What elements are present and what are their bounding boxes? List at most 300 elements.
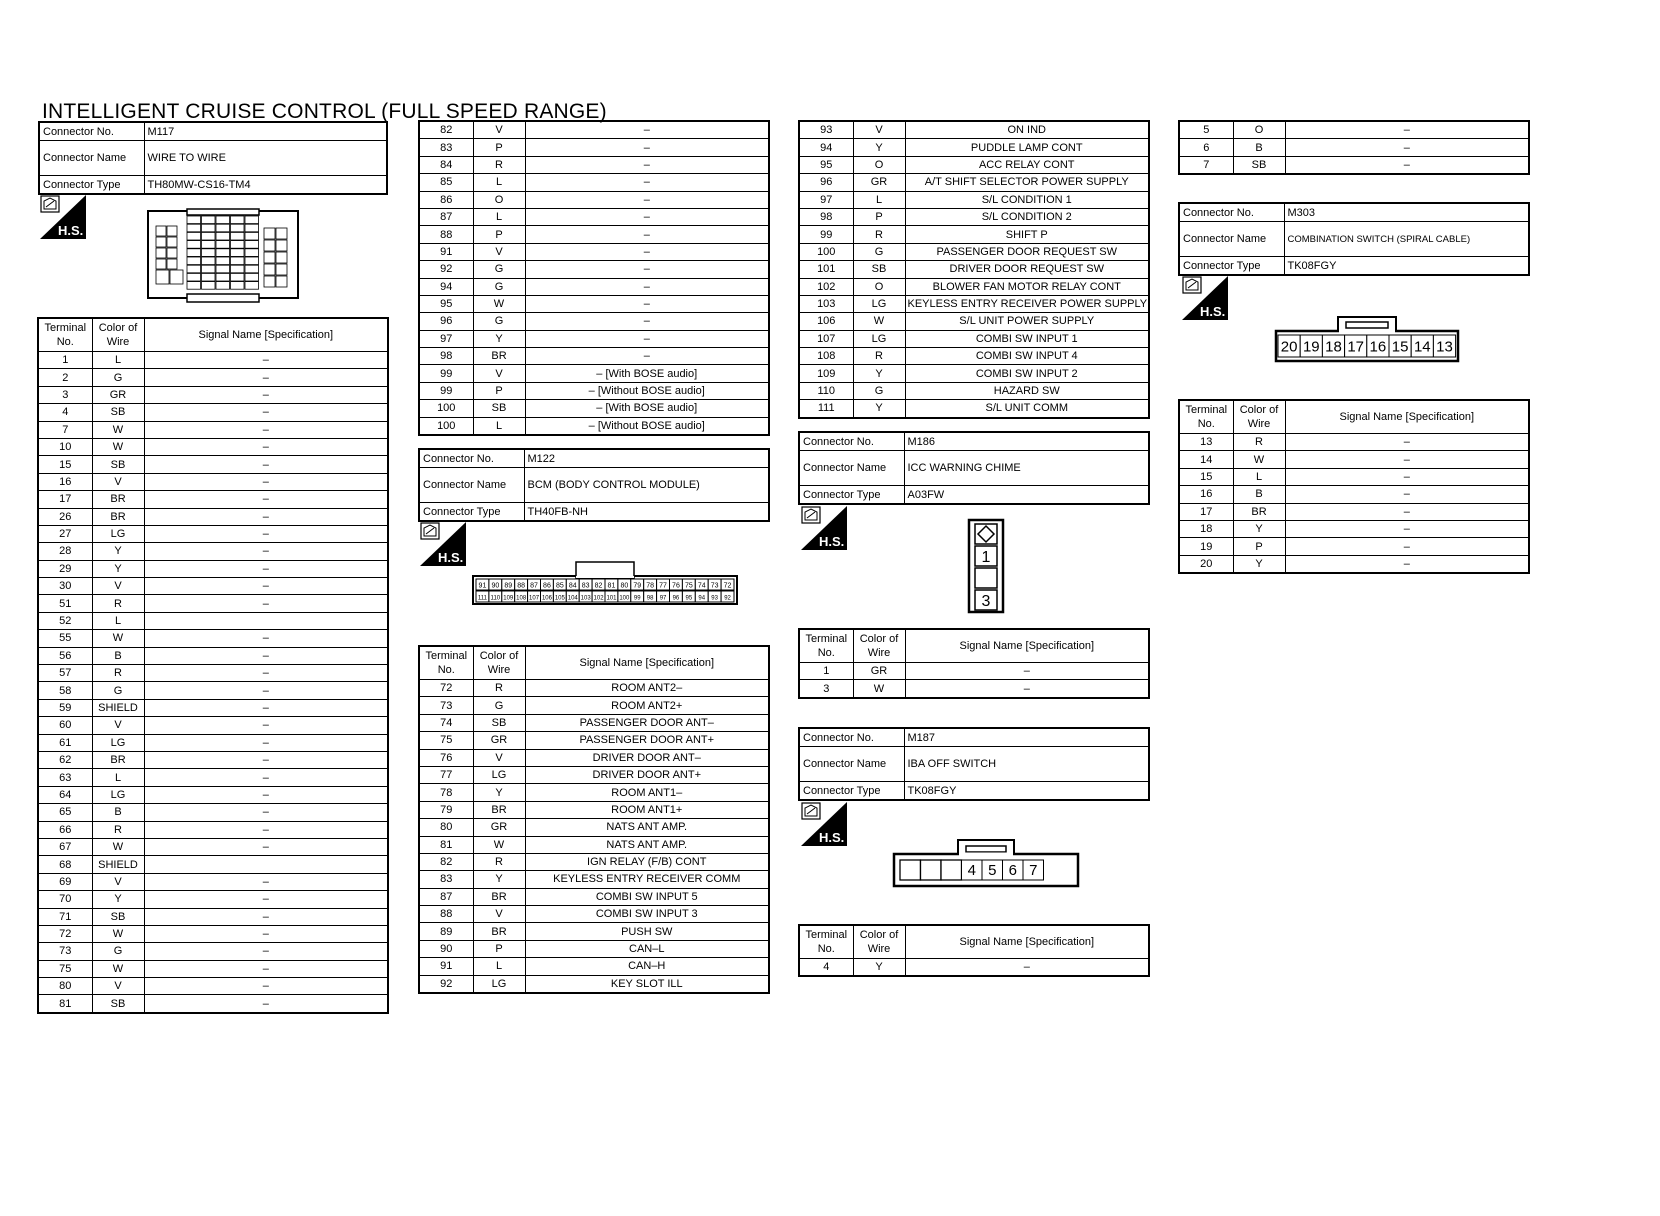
wire-color-cell: W [853, 680, 905, 698]
signal-name-cell: – [144, 804, 388, 821]
table-row [799, 156, 1149, 173]
terminal-table-m122-continued [798, 120, 1150, 419]
table-row [799, 348, 1149, 365]
table-row [38, 386, 388, 403]
wire-color-cell: O [473, 191, 525, 208]
signal-name-cell: S/L CONDITION 1 [905, 191, 1149, 208]
terminal-no-cell: 64 [38, 786, 92, 803]
pin-label: 76 [672, 582, 680, 590]
pin-label: 73 [710, 582, 719, 590]
table-row [419, 278, 769, 295]
connector-face-m186 [967, 518, 1005, 614]
table-row [799, 400, 1149, 418]
table-row [799, 191, 1149, 208]
harness-side-icon [799, 504, 847, 552]
wire-color-cell: GR [92, 386, 144, 403]
table-row [419, 819, 769, 836]
table-row [38, 925, 388, 942]
wire-color-cell: R [853, 348, 905, 365]
pin-label: 90 [491, 582, 500, 590]
signal-name-cell: – [525, 348, 769, 365]
table-row [38, 508, 388, 525]
connector-name-value: IBA OFF SWITCH [904, 747, 1149, 782]
pin-label: 3 [981, 593, 991, 610]
terminal-no-cell: 110 [799, 382, 853, 399]
wire-color-cell: O [853, 278, 905, 295]
pin-label: 16 [1369, 338, 1387, 356]
pin-label: 88 [517, 582, 526, 590]
wire-color-cell: Y [1233, 555, 1285, 573]
signal-name-cell: – [144, 665, 388, 682]
signal-name-cell: DRIVER DOOR ANT– [525, 749, 769, 766]
terminal-no-cell: 15 [38, 456, 92, 473]
table-row [38, 421, 388, 438]
wire-color-cell: G [92, 943, 144, 960]
signal-name-cell: NATS ANT AMP. [525, 836, 769, 853]
terminal-no-cell: 97 [799, 191, 853, 208]
terminal-no-cell: 73 [38, 943, 92, 960]
wire-color-cell: G [473, 278, 525, 295]
wire-color-cell: B [92, 804, 144, 821]
signal-name-cell: – [144, 386, 388, 403]
pin-cell [231, 273, 245, 281]
hs-label: H.S. [438, 550, 464, 565]
terminal-no-cell: 17 [38, 491, 92, 508]
wire-color-cell: V [92, 578, 144, 595]
pin-cell [276, 240, 287, 251]
signal-name-cell: – [1285, 139, 1529, 156]
table-row [799, 278, 1149, 295]
wire-color-cell: LG [853, 330, 905, 347]
wire-color-cell: L [92, 352, 144, 369]
harness-side-icon [1180, 274, 1228, 322]
pin-label: 105 [554, 595, 565, 602]
connector-name-label: Connector Name [799, 451, 904, 486]
wire-color-cell: R [92, 595, 144, 612]
wire-color-cell: SB [92, 404, 144, 421]
wire-color-cell: P [473, 940, 525, 957]
connector-type-value: TH80MW-CS16-TM4 [144, 176, 387, 195]
signal-name-cell: ROOM ANT2– [525, 680, 769, 697]
table-row [38, 734, 388, 751]
table-row [38, 769, 388, 786]
table-row [38, 665, 388, 682]
terminal-table-m122 [418, 645, 770, 994]
wire-color-cell: G [92, 369, 144, 386]
pin-label: 111 [477, 595, 488, 602]
table-row [419, 853, 769, 870]
wire-color-cell: SB [1233, 156, 1285, 174]
wire-color-cell: L [853, 191, 905, 208]
pin-label: 81 [607, 582, 616, 590]
signal-name-cell: – [525, 139, 769, 156]
wire-color-cell: R [92, 665, 144, 682]
terminal-no-header: Terminal No. [38, 318, 92, 352]
table-row [38, 891, 388, 908]
table-row [799, 680, 1149, 698]
pin-cell [245, 232, 259, 240]
connector-no-label: Connector No. [799, 728, 904, 747]
wire-color-cell: Y [473, 871, 525, 888]
terminal-no-cell: 78 [419, 784, 473, 801]
pin-label: 5 [988, 862, 997, 879]
terminal-no-cell: 67 [38, 838, 92, 855]
terminal-no-cell: 86 [419, 191, 473, 208]
terminal-no-cell: 81 [419, 836, 473, 853]
wire-color-cell: SB [92, 908, 144, 925]
pin-label: 98 [646, 595, 654, 602]
pin-cell [170, 270, 183, 284]
pin-cell [216, 257, 230, 265]
terminal-no-cell: 82 [419, 853, 473, 870]
table-row [1179, 486, 1529, 503]
connector-no-value: M187 [904, 728, 1149, 747]
table-row [419, 382, 769, 399]
terminal-no-cell: 62 [38, 751, 92, 768]
pin-cell [167, 237, 177, 247]
pin-cell [216, 232, 230, 240]
pin-cell [156, 248, 166, 258]
wire-color-cell: SB [853, 261, 905, 278]
connector-info-m187 [798, 727, 1150, 801]
wire-color-cell: BR [92, 508, 144, 525]
wire-color-cell: L [473, 958, 525, 975]
signal-name-cell: – [144, 821, 388, 838]
table-row [38, 630, 388, 647]
pin-cell [202, 232, 216, 240]
table-row [419, 906, 769, 923]
signal-name-cell: – [905, 663, 1149, 680]
terminal-no-header: Terminal No. [799, 925, 853, 959]
table-row [799, 663, 1149, 680]
wire-color-cell: G [473, 313, 525, 330]
wire-color-cell: W [92, 960, 144, 977]
terminal-no-cell: 92 [419, 975, 473, 993]
table-row [1179, 468, 1529, 485]
wire-color-cell: V [92, 473, 144, 490]
terminal-table-m303 [1178, 399, 1530, 574]
table-row [419, 139, 769, 156]
connector-no-value: M186 [904, 432, 1149, 451]
pin-cell [216, 265, 230, 273]
wire-color-cell: Y [853, 365, 905, 382]
table-row [419, 749, 769, 766]
signal-name-cell: – [144, 943, 388, 960]
connector-name-value: WIRE TO WIRE [144, 141, 387, 176]
connector-no-label: Connector No. [39, 122, 144, 141]
table-row [799, 243, 1149, 260]
table-row [1179, 139, 1529, 156]
signal-name-cell: – [1285, 555, 1529, 573]
table-row [38, 943, 388, 960]
signal-name-cell: – [1285, 156, 1529, 174]
terminal-no-cell: 107 [799, 330, 853, 347]
table-row [38, 804, 388, 821]
terminal-no-cell: 55 [38, 630, 92, 647]
pin-cell [167, 226, 177, 236]
wire-color-cell: P [473, 382, 525, 399]
pin-cell [156, 270, 169, 284]
signal-name-cell: – [144, 734, 388, 751]
wire-color-cell: V [92, 873, 144, 890]
signal-name-cell: COMBI SW INPUT 1 [905, 330, 1149, 347]
table-row [38, 543, 388, 560]
terminal-table-m186 [798, 628, 1150, 699]
pin-cell [276, 264, 287, 275]
signal-name-cell: – [1285, 121, 1529, 139]
signal-name-cell: – [144, 891, 388, 908]
signal-name-cell: BLOWER FAN MOTOR RELAY CONT [905, 278, 1149, 295]
pin-label: 79 [633, 582, 642, 590]
pin-cell [187, 265, 201, 273]
signal-name-cell: IGN RELAY (F/B) CONT [525, 853, 769, 870]
terminal-table-m187-continued [1178, 120, 1530, 175]
wire-color-cell: P [1233, 538, 1285, 555]
wire-color-cell: B [1233, 139, 1285, 156]
table-row [1179, 156, 1529, 174]
connector-type-label: Connector Type [799, 782, 904, 801]
connector-no-value: M117 [144, 122, 387, 141]
terminal-no-cell: 51 [38, 595, 92, 612]
pin-label: 86 [543, 582, 551, 590]
signal-name-cell: – [144, 838, 388, 855]
wire-color-cell: O [1233, 121, 1285, 139]
pin-label: 96 [672, 595, 680, 602]
harness-side-icon [799, 800, 847, 848]
terminal-no-cell: 3 [799, 680, 853, 698]
signal-name-cell [144, 612, 388, 629]
table-row [419, 680, 769, 697]
signal-name-cell: – [1285, 434, 1529, 451]
pin-cell [216, 224, 230, 232]
table-row [419, 923, 769, 940]
signal-name-cell: – [144, 404, 388, 421]
pin-cell [231, 232, 245, 240]
signal-name-cell: – [1285, 520, 1529, 537]
table-row [38, 560, 388, 577]
terminal-no-cell: 10 [38, 438, 92, 455]
terminal-no-cell: 71 [38, 908, 92, 925]
terminal-no-cell: 98 [419, 348, 473, 365]
pin-label: 89 [504, 582, 513, 590]
wire-color-cell: R [473, 853, 525, 870]
terminal-no-cell: 81 [38, 995, 92, 1013]
connector-name-label: Connector Name [39, 141, 144, 176]
connector-info-m186 [798, 431, 1150, 505]
color-of-wire-header: Color of Wire [853, 629, 905, 663]
pin-cell [231, 265, 245, 273]
wire-color-cell: O [853, 156, 905, 173]
connector-type-label: Connector Type [799, 486, 904, 505]
table-row [38, 838, 388, 855]
terminal-no-cell: 87 [419, 208, 473, 225]
terminal-no-cell: 57 [38, 665, 92, 682]
signal-name-cell: – [144, 508, 388, 525]
wire-color-cell: BR [92, 751, 144, 768]
connector-face-m303 [1274, 315, 1460, 363]
pin-label: 107 [529, 595, 540, 602]
terminal-no-cell: 56 [38, 647, 92, 664]
wire-color-cell: V [473, 365, 525, 382]
pin-label: 7 [1029, 862, 1038, 879]
wire-color-cell: W [92, 630, 144, 647]
pin-label: 18 [1325, 338, 1342, 356]
pin-label: 99 [633, 595, 641, 602]
wire-color-cell: L [1233, 468, 1285, 485]
table-row [419, 417, 769, 435]
terminal-no-cell: 93 [799, 121, 853, 139]
table-row [1179, 121, 1529, 139]
pin-cell [264, 276, 275, 287]
table-row [419, 975, 769, 993]
signal-name-cell: ACC RELAY CONT [905, 156, 1149, 173]
pin-label: 83 [581, 582, 590, 590]
signal-name-cell: – [1285, 451, 1529, 468]
terminal-no-cell: 5 [1179, 121, 1233, 139]
terminal-no-cell: 13 [1179, 434, 1233, 451]
pin-label: 74 [697, 582, 706, 590]
table-row [799, 208, 1149, 225]
signal-name-cell: ON IND [905, 121, 1149, 139]
table-row [1179, 434, 1529, 451]
wire-color-cell: Y [1233, 520, 1285, 537]
wire-color-cell: L [473, 174, 525, 191]
signal-name-cell: – [1285, 486, 1529, 503]
signal-name-cell: – [525, 191, 769, 208]
table-row [799, 261, 1149, 278]
terminal-no-cell: 79 [419, 801, 473, 818]
pin-label: 110 [490, 595, 501, 602]
pin-label: 78 [646, 582, 655, 590]
terminal-no-cell: 84 [419, 156, 473, 173]
wire-color-cell: LG [92, 734, 144, 751]
signal-name-cell: PASSENGER DOOR ANT+ [525, 732, 769, 749]
pin-label: 103 [580, 595, 591, 602]
connector-type-value: A03FW [904, 486, 1149, 505]
table-row [38, 473, 388, 490]
terminal-no-cell: 100 [799, 243, 853, 260]
pin-cell [202, 224, 216, 232]
terminal-no-cell: 6 [1179, 139, 1233, 156]
terminal-no-cell: 75 [38, 960, 92, 977]
pin-cell [216, 216, 230, 224]
table-row [1179, 520, 1529, 537]
pin-label: 84 [568, 582, 577, 590]
terminal-no-cell: 75 [419, 732, 473, 749]
pin-cell [156, 259, 166, 269]
terminal-no-cell: 100 [419, 400, 473, 417]
table-row [799, 365, 1149, 382]
signal-name-cell: DRIVER DOOR ANT+ [525, 766, 769, 783]
table-row [419, 156, 769, 173]
signal-name-cell: – [1285, 468, 1529, 485]
signal-name-cell: – [144, 352, 388, 369]
terminal-no-cell: 106 [799, 313, 853, 330]
table-row [419, 191, 769, 208]
pin-label: 102 [593, 595, 604, 602]
signal-name-cell: – [144, 717, 388, 734]
pin-label: 92 [724, 595, 731, 602]
table-row [38, 699, 388, 716]
table-row [419, 766, 769, 783]
terminal-no-cell: 91 [419, 958, 473, 975]
terminal-no-cell: 1 [38, 352, 92, 369]
table-row [38, 491, 388, 508]
table-row [38, 960, 388, 977]
wire-color-cell: GR [853, 663, 905, 680]
terminal-no-cell: 73 [419, 697, 473, 714]
pin-label: 97 [659, 595, 667, 602]
signal-name-cell: KEY SLOT ILL [525, 975, 769, 993]
pin-cell [941, 860, 962, 880]
pin-cell [202, 249, 216, 257]
terminal-no-cell: 14 [1179, 451, 1233, 468]
pin-cell [276, 276, 287, 287]
table-row [38, 352, 388, 369]
terminal-no-cell: 83 [419, 139, 473, 156]
signal-name-cell: PASSENGER DOOR REQUEST SW [905, 243, 1149, 260]
pin-label: 75 [684, 582, 693, 590]
wire-color-cell: LG [853, 295, 905, 312]
wire-color-cell: L [92, 612, 144, 629]
wire-color-cell: Y [473, 330, 525, 347]
signal-name-cell: – [525, 313, 769, 330]
table-row [419, 121, 769, 139]
terminal-no-cell: 16 [1179, 486, 1233, 503]
pin-cell [264, 264, 275, 275]
signal-name-header: Signal Name [Specification] [905, 629, 1149, 663]
signal-name-cell: COMBI SW INPUT 4 [905, 348, 1149, 365]
table-row [38, 612, 388, 629]
signal-name-cell: – [144, 421, 388, 438]
table-row [38, 717, 388, 734]
terminal-no-cell: 59 [38, 699, 92, 716]
signal-name-cell: HAZARD SW [905, 382, 1149, 399]
wire-color-cell: B [92, 647, 144, 664]
signal-name-cell: CAN–H [525, 958, 769, 975]
wire-color-cell: SB [92, 456, 144, 473]
terminal-no-cell: 96 [419, 313, 473, 330]
pin-cell [900, 860, 921, 880]
signal-name-cell: – [With BOSE audio] [525, 400, 769, 417]
terminal-no-cell: 108 [799, 348, 853, 365]
wire-color-cell: SB [473, 400, 525, 417]
pin-cell [245, 249, 259, 257]
signal-name-cell: – [144, 578, 388, 595]
terminal-no-cell: 96 [799, 174, 853, 191]
signal-name-cell: – [525, 330, 769, 347]
terminal-no-cell: 18 [1179, 520, 1233, 537]
table-row [419, 801, 769, 818]
wire-color-cell: P [473, 139, 525, 156]
signal-name-cell: – [144, 438, 388, 455]
signal-name-cell: – [144, 925, 388, 942]
signal-name-cell: – [525, 156, 769, 173]
terminal-no-cell: 80 [419, 819, 473, 836]
wire-color-cell: BR [473, 923, 525, 940]
pin-cell [202, 282, 216, 290]
connector-info-m117 [38, 121, 388, 195]
terminal-no-cell: 89 [419, 923, 473, 940]
wire-color-cell: W [92, 438, 144, 455]
table-row [419, 940, 769, 957]
connector-type-label: Connector Type [39, 176, 144, 195]
wire-color-cell: Y [853, 139, 905, 156]
terminal-no-cell: 7 [38, 421, 92, 438]
connector-info-m303 [1178, 202, 1530, 276]
signal-name-cell: – [144, 908, 388, 925]
table-row [38, 786, 388, 803]
